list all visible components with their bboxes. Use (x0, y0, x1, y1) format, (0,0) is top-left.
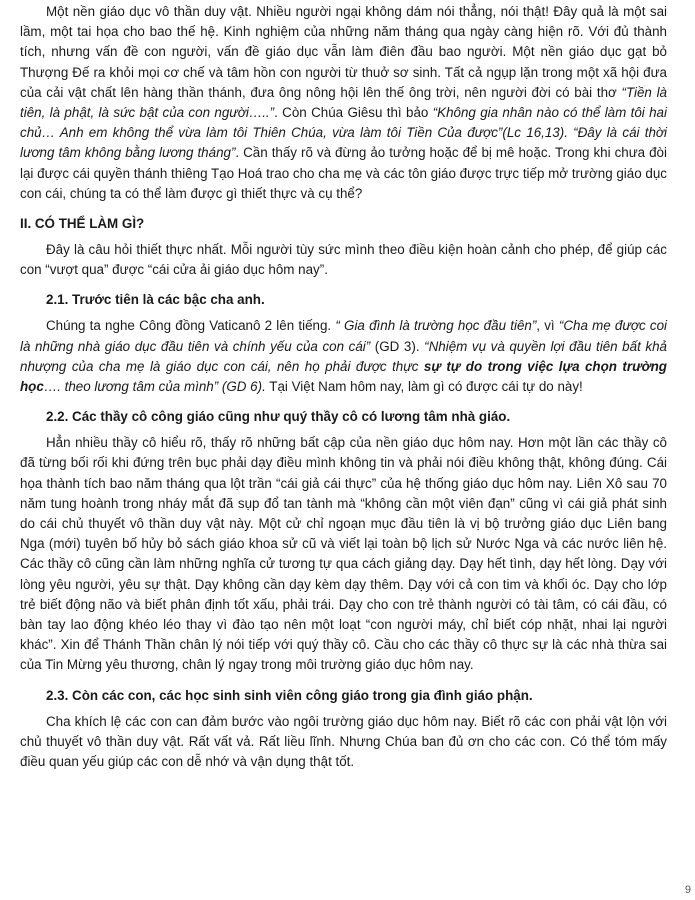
subsection-2-1-body (20, 316, 667, 397)
subsection-heading-2-2: 2.2. Các thầy cô công giáo cũng như quý thầy cô có lương tâm nhà giáo. (46, 409, 511, 425)
s21-text-a: Chúng ta nghe Công đồng Vaticanô 2 lên tiếng. (46, 318, 336, 334)
intro-text-a: Một nền giáo dục vô thần duy vật. Nhiều người ngại không dám nói thẳng, nói thật! Đây quả là một sai lầm, một tai họa cho bao thế hệ. Kinh nghiệm của những năm tháng qua ngày càng hiện rõ. Với đủ thành tích, nhưng vấn đề con người, vấn đề giáo dục vẫn làm điên đầu bao người. Một nền giáo dục gạt bỏ Thượng Đế ra khỏi mọi cơ chế và tâm hồn con người từ thuở sơ sinh. Tất cả ngụp lặn trong một xã hội đưa của cải vật chất lên hàng thần thánh, đưa ông nông hội lên thế ông trời, nên người đời có bài thơ (20, 4, 667, 100)
s21-text-i: Tại Việt Nam hôm nay, làm gì có được cái tự do này! (265, 379, 583, 395)
page-number: 9 (684, 883, 691, 896)
intro-text-c: . Còn Chúa Giêsu thì bảo (274, 105, 433, 121)
paragraph-intro (20, 2, 667, 204)
intro-text-e: . Cần thấy rõ và đừng ảo tưởng hoặc để bị mê hoặc. Trong khi chưa đòi lại được cái quyền thánh thiêng Tạo Hoá trao cho cha mẹ và các tôn giáo được trực tiếp mở trường giáo dục con cái, chúng ta có thể làm được gì thiết thực và cụ thể? (20, 145, 667, 201)
intro-gospel-quote: “Không gia nhân nào có thể làm tôi hai chủ… Anh em không thể vừa làm tôi Thiên Chúa, vừa làm tôi Tiền Của được”(Lc 16,13). “Đây là cái thời lương tâm không bằng lương tháng” (20, 105, 667, 161)
s21-quote-b: “ Gia đình là trường học đầu tiên” (335, 318, 537, 334)
s21-quote-f: “Nhiệm vụ và quyền lợi đầu tiên bất khả nhượng của cha mẹ là giáo dục con cái, nên họ phải được thực (20, 338, 667, 374)
s21-text-c: , vì (536, 318, 559, 334)
s21-quote-h: …. theo lương tâm của mình” (GD 6). (43, 379, 266, 395)
s21-text-e: (GD 3). (370, 338, 425, 354)
section-2-intro: Đây là câu hỏi thiết thực nhất. Mỗi người tùy sức mình theo điều kiện hoàn cảnh cho phép, để giúp các con “vượt qua” được “cái cửa ải giáo dục hôm nay”. (20, 242, 667, 278)
s21-quote-d: “Cha mẹ được coi là những nhà giáo dục đầu tiên và chính yếu của con cái” (20, 318, 667, 354)
subsection-2-2-body: Hẳn nhiều thầy cô hiểu rõ, thấy rõ những bất cập của nền giáo dục hôm nay. Hơn một lần các thầy cô đã từng bối rối khi đứng trên bục phải dạy điều mình không tin và phải nói điều không thật, không đúng. Cái họa thành tích bao năm tháng qua lột trần “cái giả cái thực” của hệ thống giáo dục hôm nay. Liên Xô sau 70 năm tung hoành trong nháy mắt đã sụp đổ tan tành mà “không cần một viên đạn” cũng vì cái giả phát sinh do cái chủ thuyết vô thần duy vật này. Một cử chỉ ngoạn mục đầu tiên là vị bộ trưởng giáo dục Liên bang Nga (mới) tuyên bố hủy bỏ sách giáo khoa sử cũ và viết lại toàn bộ lịch sử Nước Nga và các nước liên hệ. Các thầy cô cũng cần làm những nghĩa cử tương tự qua cách giảng dạy. Dạy hết tình, dạy hết lòng. Dạy với lòng yêu người, yêu sự thật. Dạy không cần dạy kèm dạy thêm. Dạy với cả con tim và khối óc. Dạy cho lớp trẻ biết động não và biết phân định tốt xấu, phải trái. Dạy cho con trẻ thành người có tài tâm, có cái đầu, có bàn tay lao động khéo léo thay vì đào tạo nên một loạt “con người máy, chỉ biết cóp nhặt, nhai lại người khác”. Xin để Thánh Thần chân lý nói tiếp với quý thầy cô. Cầu cho các thầy cô thực sự là các nhà thừa sai của Tin Mừng yêu thương, chân lý ngay trong môi trường giáo dục hôm nay. (20, 435, 667, 673)
subsection-heading-2-3: 2.3. Còn các con, các học sinh sinh viên công giáo trong gia đình giáo phận. (46, 687, 533, 703)
subsection-2-3-body: Cha khích lệ các con can đảm bước vào ngôi trường giáo dục hôm nay. Biết rõ các con phải vật lộn với chủ thuyết vô thần duy vật. Rất vất vả. Rất liều lĩnh. Nhưng Chúa ban đủ ơn cho các con. Có thể tóm mấy điều quan yếu giúp các con dễ nhớ và vận dụng thật tốt. (20, 713, 667, 770)
section-heading-2: II. CÓ THỂ LÀM GÌ? (20, 216, 145, 232)
subsection-heading-2-1: 2.1. Trước tiên là các bậc cha anh. (46, 292, 265, 308)
intro-poem-quote: “Tiền là tiên, là phật, là sức bật của con người…..” (20, 84, 667, 121)
s21-emphasis: sự tự do trong việc lựa chọn trường học (20, 358, 667, 395)
